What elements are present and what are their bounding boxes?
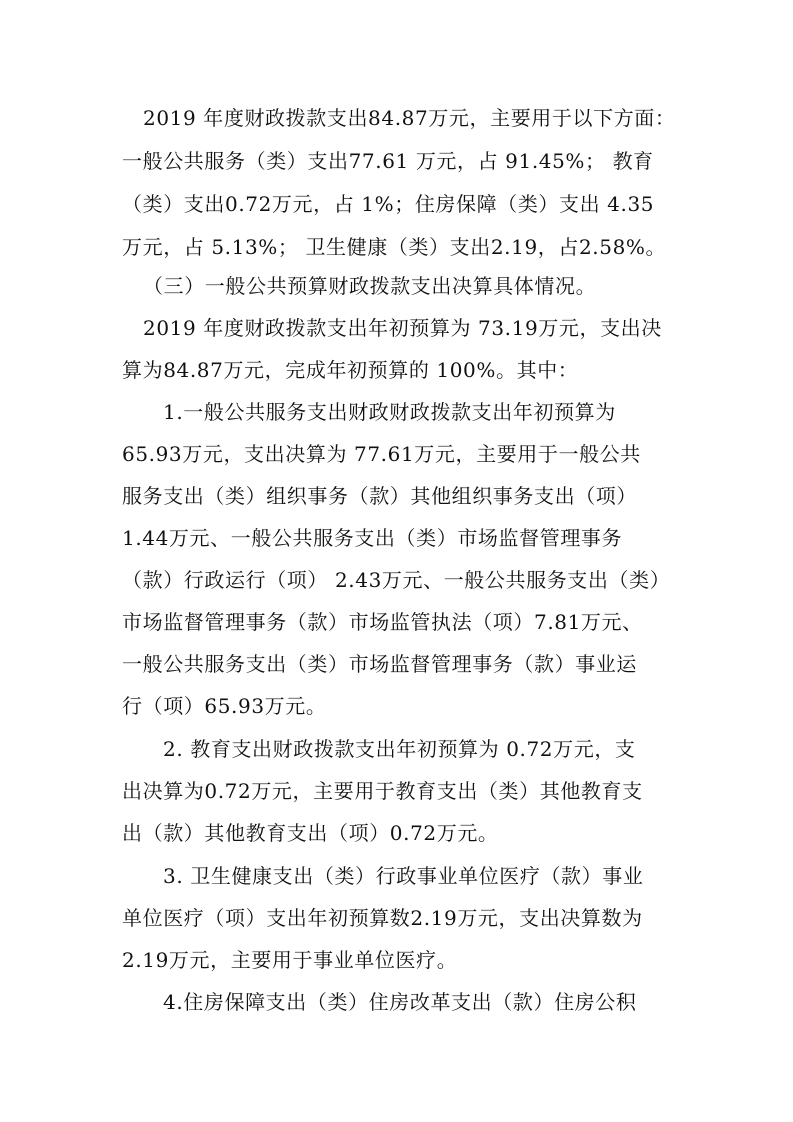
item-2-line-2: 出决算为0.72万元，主要用于教育支出（类）其他教育支 <box>122 779 643 803</box>
item-1-line-3: 服务支出（类）组织事务（款）其他组织事务支出（项） <box>122 484 637 508</box>
item-1-line-4: 1.44万元、一般公共服务支出（类）市场监督管理事务 <box>122 526 623 550</box>
item-3-line-3: 2.19万元，主要用于事业单位医疗。 <box>122 948 458 972</box>
summary-line-1: 2019 年度财政拨款支出84.87万元，主要用于以下方面： <box>143 106 676 130</box>
item-2-line-3: 出（款）其他教育支出（项）0.72万元。 <box>122 821 499 845</box>
summary-line-3: （类）支出0.72万元，占 1%；住房保障（类）支出 4.35 <box>122 192 655 216</box>
item-1-line-6: 市场监督管理事务（款）市场监管执法（项）7.81万元、 <box>122 610 643 634</box>
item-1-line-8: 行（项）65.93万元。 <box>122 694 327 718</box>
overview-line-1: 2019 年度财政拨款支出年初预算为 73.19万元，支出决 <box>143 316 662 340</box>
item-1-line-1: 1.一般公共服务支出财政财政拨款支出年初预算为 <box>163 400 616 424</box>
item-3-line-2: 单位医疗（项）支出年初预算数2.19万元，支出决算数为 <box>122 906 643 930</box>
item-1-line-2: 65.93万元，支出决算为 77.61万元，主要用于一般公共 <box>122 442 641 466</box>
item-4-line-1: 4.住房保障支出（类）住房改革支出（款）住房公积 <box>163 990 637 1014</box>
item-3-line-1: 3. 卫生健康支出（类）行政事业单位医疗（款）事业 <box>163 864 644 888</box>
item-2-line-1: 2. 教育支出财政拨款支出年初预算为 0.72万元，支 <box>163 737 636 761</box>
summary-line-4: 万元，占 5.13%； 卫生健康（类）支出2.19，占2.58%。 <box>122 235 667 259</box>
item-1-line-5: （款）行政运行（项） 2.43万元、一般公共服务支出（类） <box>122 568 671 592</box>
item-1-line-7: 一般公共服务支出（类）市场监督管理事务（款）事业运 <box>122 652 637 676</box>
summary-line-2: 一般公共服务（类）支出77.61 万元，占 91.45%； 教育 <box>122 149 654 173</box>
overview-line-2: 算为84.87万元，完成年初预算的 100%。其中： <box>122 358 579 382</box>
section-heading: （三）一般公共预算财政拨款支出决算具体情况。 <box>143 274 597 298</box>
